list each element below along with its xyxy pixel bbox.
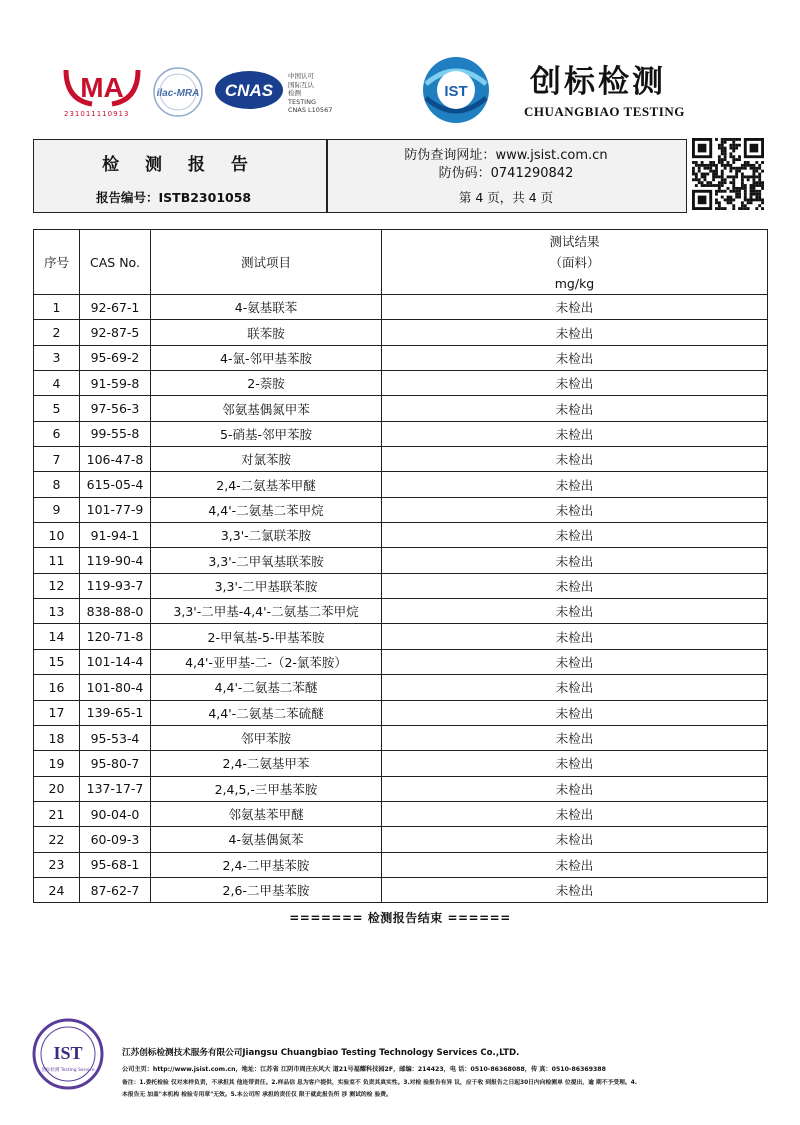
report-number-value: ISTB2301058 xyxy=(158,190,252,205)
cell-seq: 8 xyxy=(34,472,80,497)
table-header-row xyxy=(34,230,768,295)
cell-seq: 19 xyxy=(34,751,80,776)
cell-cas: 95-53-4 xyxy=(80,725,151,750)
table-row xyxy=(34,700,768,725)
cell-result: 未检出 xyxy=(382,675,768,700)
footer-company: 江苏创标检测技术服务有限公司Jiangsu Chuangbiao Testing Technology Services Co.,LTD. xyxy=(122,1048,520,1058)
cell-item: 2-甲氧基-5-甲基苯胺 xyxy=(151,624,382,649)
cell-result: 未检出 xyxy=(382,421,768,446)
cell-cas: 139-65-1 xyxy=(80,700,151,725)
cell-seq: 21 xyxy=(34,801,80,826)
cell-item: 2,4,5,-三甲基苯胺 xyxy=(151,776,382,801)
cnas-logo xyxy=(214,70,284,110)
cell-result: 未检出 xyxy=(382,649,768,674)
cell-result: 未检出 xyxy=(382,725,768,750)
table-body xyxy=(34,295,768,903)
cell-cas: 91-94-1 xyxy=(80,523,151,548)
qr-code xyxy=(692,138,764,210)
cell-result: 未检出 xyxy=(382,396,768,421)
cell-item: 3,3'-二氯联苯胺 xyxy=(151,523,382,548)
table-row xyxy=(34,371,768,396)
cell-result: 未检出 xyxy=(382,877,768,902)
table-row xyxy=(34,421,768,446)
cell-result: 未检出 xyxy=(382,548,768,573)
cell-seq: 10 xyxy=(34,523,80,548)
brand-title: 创标检测 xyxy=(530,64,666,100)
cell-seq: 4 xyxy=(34,371,80,396)
cell-cas: 95-69-2 xyxy=(80,345,151,370)
header-seq: 序号 xyxy=(34,230,80,295)
qr-code-icon xyxy=(692,138,764,210)
cell-seq: 18 xyxy=(34,725,80,750)
page-info: 第 4 页，共 4 页 xyxy=(458,190,554,205)
cell-cas: 137-17-7 xyxy=(80,776,151,801)
header-item: 测试项目 xyxy=(151,230,382,295)
cell-item: 4-氯-邻甲基苯胺 xyxy=(151,345,382,370)
cell-item: 邻氨基苯甲醚 xyxy=(151,801,382,826)
seal-icon xyxy=(32,1018,104,1090)
cell-seq: 12 xyxy=(34,573,80,598)
anti-fake-code-label: 防伪码： xyxy=(438,166,491,181)
query-url-line xyxy=(327,144,685,163)
table-row xyxy=(34,472,768,497)
table-row xyxy=(34,801,768,826)
cell-item: 5-硝基-邻甲苯胺 xyxy=(151,421,382,446)
cell-seq: 1 xyxy=(34,295,80,320)
header-result-line2: （面料） xyxy=(549,254,600,270)
cell-seq: 23 xyxy=(34,852,80,877)
cell-seq: 11 xyxy=(34,548,80,573)
table-row xyxy=(34,396,768,421)
table-row xyxy=(34,447,768,472)
ist-seal xyxy=(32,1018,104,1090)
cell-result: 未检出 xyxy=(382,573,768,598)
cnas-note-line: 中国认可 xyxy=(288,72,314,80)
cell-result: 未检出 xyxy=(382,447,768,472)
footer-note-1: 备注：1.委托检验 仅对来样负责，不承担其 他连带责任。2.样品信 息为客户提供，实验室不 负责其真实性。3.对检 验报告有异 议，应于收 到报告之日起30日内向检测单 位提出，逾 期不予受理。4. xyxy=(122,1080,637,1086)
cell-cas: 92-67-1 xyxy=(80,295,151,320)
footer-note-2: 本报告无 加盖"本机构 检验专用章"无效。5.本公司所 承担的责任仅 限于就此报告所 涉 测试的检 验费。 xyxy=(122,1092,392,1098)
cell-result: 未检出 xyxy=(382,295,768,320)
cell-item: 3,3'-二甲氧基联苯胺 xyxy=(151,548,382,573)
footer-contact: 公司主页：http://www.jsist.com.cn，地址：江苏省 江阴市周庄东风大 道21号福耀科技园2F，邮编：214423，电 话：0510-86368088，传 真：0510-86369388 xyxy=(122,1066,606,1073)
cell-seq: 13 xyxy=(34,599,80,624)
cnas-note-line: 国际互认 xyxy=(288,80,314,89)
cell-cas: 97-56-3 xyxy=(80,396,151,421)
cma-text: MA xyxy=(80,72,124,103)
cell-cas: 838-88-0 xyxy=(80,599,151,624)
cell-cas: 91-59-8 xyxy=(80,371,151,396)
cell-item: 4,4'-二氨基二苯醚 xyxy=(151,675,382,700)
report-end-note: ======= 检测报告结束 ====== xyxy=(289,911,511,925)
cell-result: 未检出 xyxy=(382,345,768,370)
table-row xyxy=(34,725,768,750)
cnas-text: CNAS xyxy=(224,81,274,100)
table-row xyxy=(34,523,768,548)
cell-result: 未检出 xyxy=(382,371,768,396)
cell-item: 4-氨基偶氮苯 xyxy=(151,827,382,852)
table-row xyxy=(34,295,768,320)
seal-text: IST xyxy=(53,1043,83,1063)
report-number xyxy=(96,188,251,206)
table-row xyxy=(34,675,768,700)
cell-seq: 9 xyxy=(34,497,80,522)
cell-cas: 119-90-4 xyxy=(80,548,151,573)
cell-result: 未检出 xyxy=(382,751,768,776)
cnas-note-line: TESTING xyxy=(288,97,316,106)
cma-mark-icon xyxy=(62,66,142,108)
ist-globe-icon xyxy=(420,54,492,126)
cma-logo xyxy=(62,66,142,118)
ist-text: IST xyxy=(444,83,468,100)
table-row xyxy=(34,497,768,522)
results-table xyxy=(33,229,768,903)
cell-seq: 14 xyxy=(34,624,80,649)
cnas-mark-icon xyxy=(214,70,284,110)
cell-seq: 6 xyxy=(34,421,80,446)
cell-item: 2,4-二甲基苯胺 xyxy=(151,852,382,877)
cell-cas: 106-47-8 xyxy=(80,447,151,472)
table-row xyxy=(34,320,768,345)
table-row xyxy=(34,776,768,801)
cell-cas: 95-68-1 xyxy=(80,852,151,877)
table-row xyxy=(34,599,768,624)
cell-cas: 615-05-4 xyxy=(80,472,151,497)
cell-item: 2,4-二氨基甲苯 xyxy=(151,751,382,776)
table-row xyxy=(34,649,768,674)
report-number-label: 报告编号： xyxy=(96,190,159,205)
cma-number: 231011110913 xyxy=(64,110,130,118)
header-result-line1: 测试结果 xyxy=(549,233,600,249)
cell-item: 2-萘胺 xyxy=(151,371,382,396)
report-header xyxy=(33,139,687,213)
cell-item: 4,4'-二氨基二苯硫醚 xyxy=(151,700,382,725)
table-row xyxy=(34,548,768,573)
cell-result: 未检出 xyxy=(382,827,768,852)
seal-subtext: 创标检测 Testing Service xyxy=(41,1068,95,1073)
cell-item: 2,6-二甲基苯胺 xyxy=(151,877,382,902)
cell-result: 未检出 xyxy=(382,700,768,725)
cell-cas: 120-71-8 xyxy=(80,624,151,649)
cell-item: 联苯胺 xyxy=(151,320,382,345)
cell-result: 未检出 xyxy=(382,599,768,624)
cell-item: 4,4'-二氨基二苯甲烷 xyxy=(151,497,382,522)
cell-cas: 92-87-5 xyxy=(80,320,151,345)
cell-result: 未检出 xyxy=(382,624,768,649)
table-row xyxy=(34,573,768,598)
ist-logo xyxy=(420,54,492,126)
report-title: 检 测 报 告 xyxy=(102,155,258,175)
cell-seq: 2 xyxy=(34,320,80,345)
cell-result: 未检出 xyxy=(382,776,768,801)
cnas-note xyxy=(288,72,348,115)
cell-result: 未检出 xyxy=(382,472,768,497)
table-row xyxy=(34,852,768,877)
cell-cas: 119-93-7 xyxy=(80,573,151,598)
cell-seq: 3 xyxy=(34,345,80,370)
cell-cas: 101-80-4 xyxy=(80,675,151,700)
cell-item: 邻甲苯胺 xyxy=(151,725,382,750)
cell-result: 未检出 xyxy=(382,497,768,522)
cell-seq: 7 xyxy=(34,447,80,472)
cell-seq: 5 xyxy=(34,396,80,421)
header-result xyxy=(382,230,768,295)
cell-seq: 16 xyxy=(34,675,80,700)
cnas-note-line: CNAS L10567 xyxy=(288,106,333,114)
header-cas: CAS No. xyxy=(80,230,151,295)
table-row xyxy=(34,877,768,902)
cell-seq: 15 xyxy=(34,649,80,674)
cell-item: 邻氨基偶氮甲苯 xyxy=(151,396,382,421)
table-row xyxy=(34,624,768,649)
cell-seq: 20 xyxy=(34,776,80,801)
cell-result: 未检出 xyxy=(382,801,768,826)
cell-seq: 22 xyxy=(34,827,80,852)
cell-cas: 95-80-7 xyxy=(80,751,151,776)
anti-fake-code-line xyxy=(327,162,685,181)
cell-seq: 24 xyxy=(34,877,80,902)
cell-item: 4,4'-亚甲基-二-（2-氯苯胺） xyxy=(151,649,382,674)
cell-cas: 87-62-7 xyxy=(80,877,151,902)
cell-item: 对氯苯胺 xyxy=(151,447,382,472)
cnas-note-line: 检测 xyxy=(288,89,301,97)
anti-fake-code-value: 0741290842 xyxy=(490,166,574,181)
cell-cas: 101-77-9 xyxy=(80,497,151,522)
cell-cas: 101-14-4 xyxy=(80,649,151,674)
cell-item: 4-氨基联苯 xyxy=(151,295,382,320)
ilac-text: ilac-MRA xyxy=(156,88,200,99)
cell-item: 3,3'-二甲基联苯胺 xyxy=(151,573,382,598)
cell-result: 未检出 xyxy=(382,852,768,877)
ilac-mark-icon xyxy=(152,66,204,118)
table-row xyxy=(34,827,768,852)
query-url-link[interactable]: www.jsist.com.cn xyxy=(495,148,608,163)
table-row xyxy=(34,345,768,370)
brand-subtitle: CHUANGBIAO TESTING xyxy=(524,104,685,119)
cell-cas: 60-09-3 xyxy=(80,827,151,852)
cell-result: 未检出 xyxy=(382,523,768,548)
header-result-line3: mg/kg xyxy=(554,275,595,291)
cell-result: 未检出 xyxy=(382,320,768,345)
cell-cas: 99-55-8 xyxy=(80,421,151,446)
cell-item: 3,3'-二甲基-4,4'-二氨基二苯甲烷 xyxy=(151,599,382,624)
query-url-label: 防伪查询网址： xyxy=(404,148,496,163)
cell-seq: 17 xyxy=(34,700,80,725)
cell-item: 2,4-二氨基苯甲醚 xyxy=(151,472,382,497)
cell-cas: 90-04-0 xyxy=(80,801,151,826)
table-row xyxy=(34,751,768,776)
ilac-mra-logo xyxy=(152,66,204,118)
